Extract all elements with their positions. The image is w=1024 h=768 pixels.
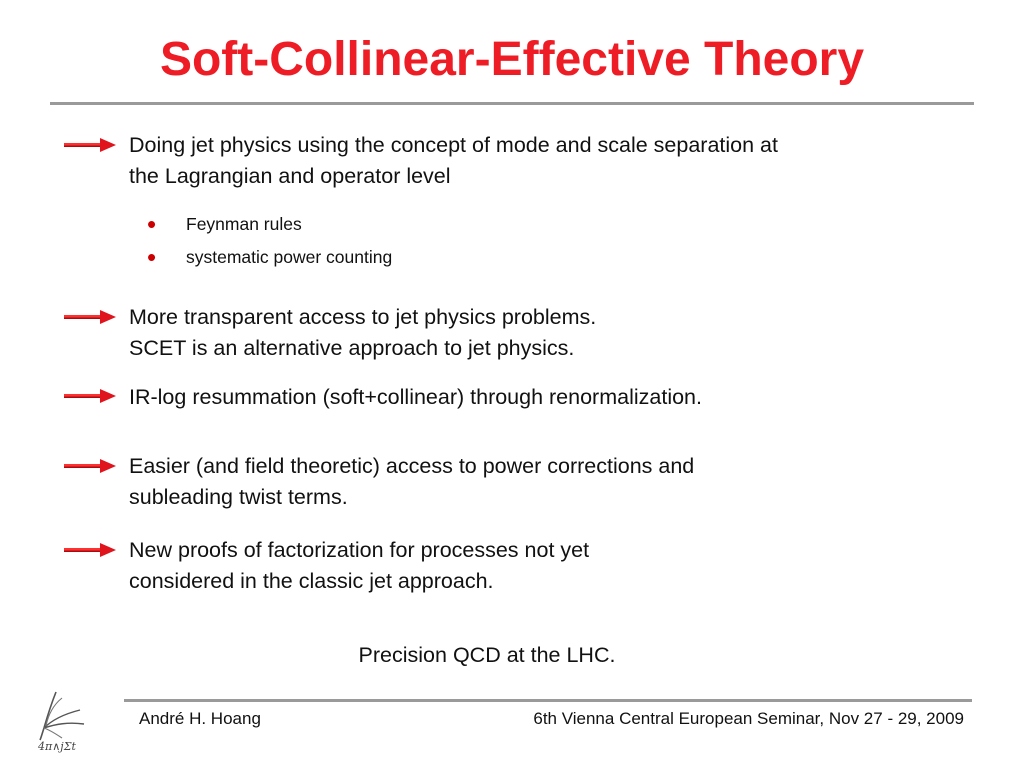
closing-statement: Precision QCD at the LHC. — [358, 643, 616, 667]
footer-divider — [124, 699, 972, 702]
footer-event: 6th Vienna Central European Seminar, Nov 27 - 29, 2009 — [533, 709, 964, 728]
slide-title: Soft-Collinear-Effective Theory — [159, 33, 865, 86]
red-right-arrow-icon — [64, 459, 116, 475]
footer-author: André H. Hoang — [139, 709, 261, 728]
point-text-line: Easier (and field theoretic) access to power corrections and — [129, 454, 695, 478]
point-text-line: IR-log resummation (soft+collinear) through renormalization. — [129, 385, 702, 409]
institute-logo-icon — [22, 688, 114, 754]
red-right-arrow-icon — [64, 543, 116, 559]
red-dot-bullet-icon: • — [147, 242, 157, 272]
red-right-arrow-icon — [64, 389, 116, 405]
red-right-arrow-icon — [64, 310, 116, 326]
point-text-line: the Lagrangian and operator level — [129, 164, 451, 188]
red-dot-bullet-icon: • — [147, 209, 157, 239]
point-text-line: Doing jet physics using the concept of mode and scale separation at — [129, 133, 778, 157]
sub-item: Feynman rules — [186, 214, 302, 234]
point-text-line: More transparent access to jet physics problems. — [129, 305, 597, 329]
point-text-line: New proofs of factorization for processes not yet — [129, 538, 590, 562]
sub-item: systematic power counting — [186, 247, 393, 267]
point-text-line: SCET is an alternative approach to jet physics. — [129, 336, 575, 360]
point-text-line: considered in the classic jet approach. — [129, 569, 494, 593]
svg-text:4π∧jΣt: 4π∧jΣt — [38, 740, 76, 753]
red-right-arrow-icon — [64, 138, 116, 154]
title-divider — [50, 102, 974, 105]
point-text-line: subleading twist terms. — [129, 485, 348, 509]
